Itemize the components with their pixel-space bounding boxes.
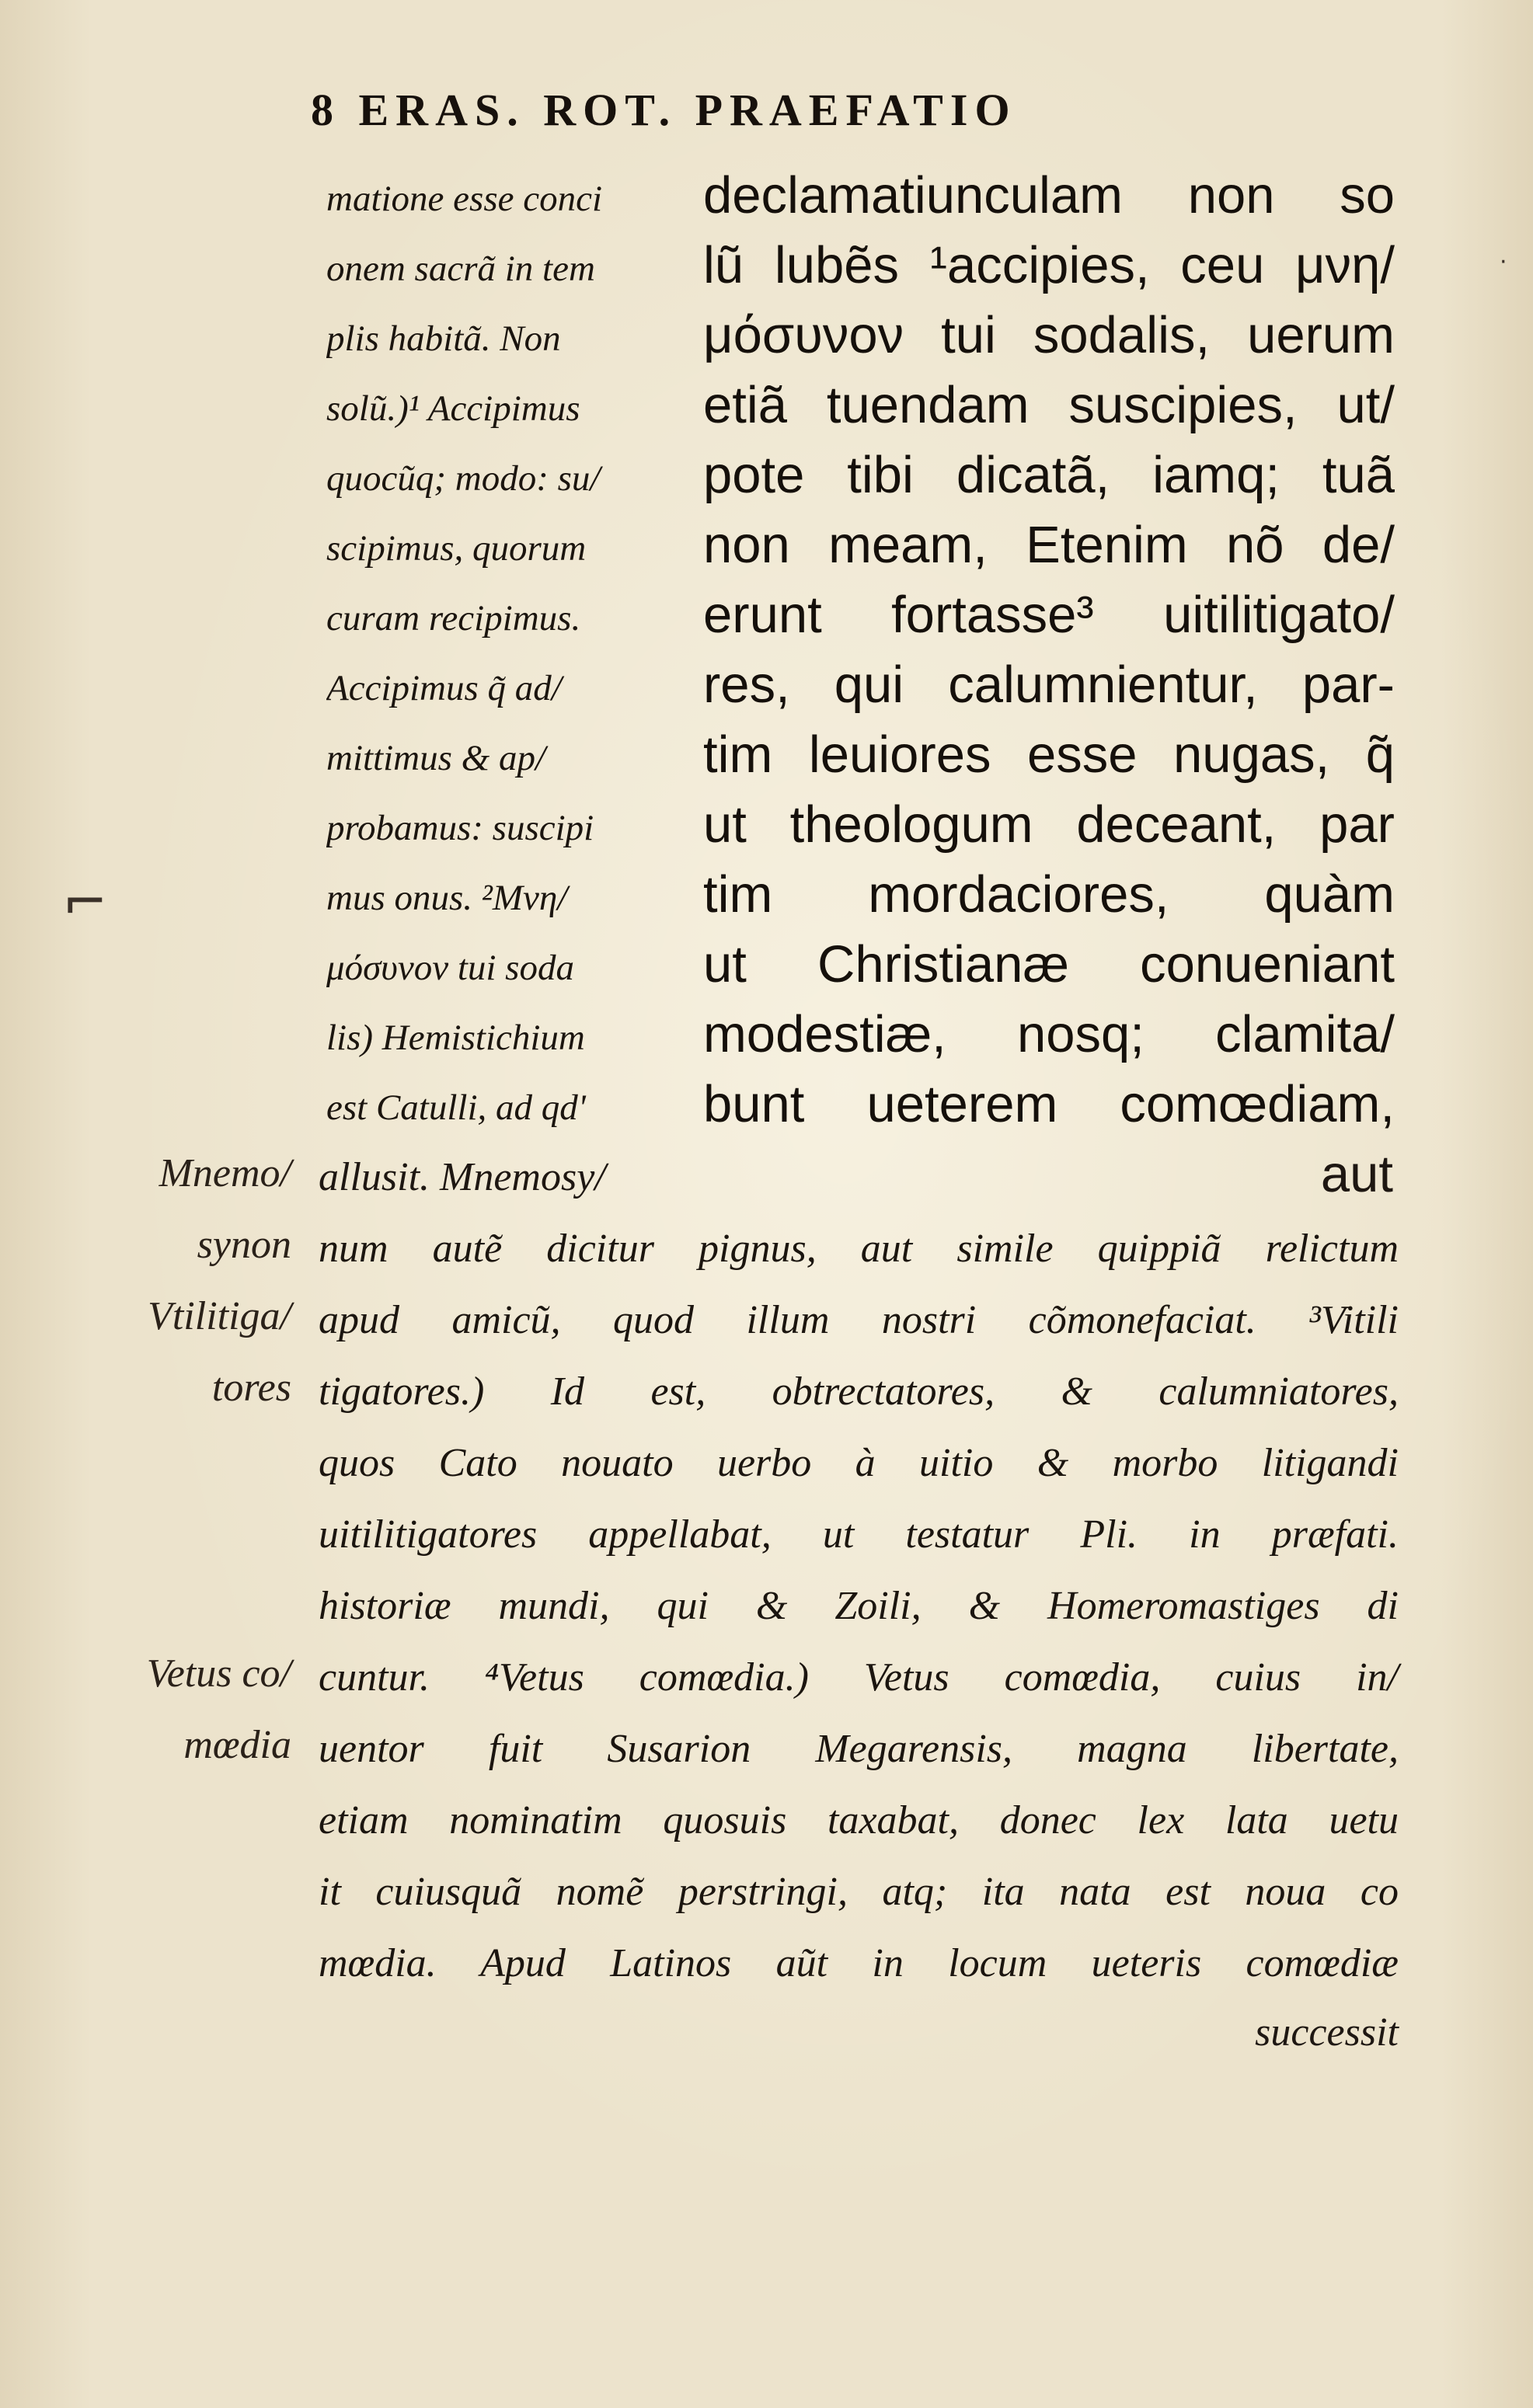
main-text: etiã tuendam suscipies, ut/: [703, 376, 1395, 434]
gloss-text: probamus: suscipi: [326, 808, 594, 848]
note-line: tigatores.) Id est, obtrectatores, & calumniatores,: [319, 1369, 1399, 1414]
main-text: ut theologum deceant, par: [703, 795, 1395, 854]
main-text: bunt ueterem comœdiam,: [703, 1075, 1395, 1133]
gloss-text: allusit. Mnemosy/: [319, 1155, 606, 1199]
gloss-text: Accipimus q̃ ad/: [326, 668, 562, 708]
note-line: mœdia. Apud Latinos aũt in locum ueteris comœdiæ: [319, 1941, 1399, 1985]
main-text: ut Christianæ conueniant: [703, 935, 1395, 993]
main-text: tim mordaciores, quàm: [703, 865, 1395, 924]
gloss-text: est Catulli, ad qd': [326, 1087, 586, 1128]
main-text: tim leuiores esse nugas, q̃: [703, 726, 1395, 784]
gloss-text: quocũq; modo: su/: [326, 458, 601, 499]
running-head: 8 ERAS. ROT. PRAEFATIO: [311, 85, 1017, 135]
note-line: uitilitigatores appellabat, ut testatur Pli. in præfati.: [319, 1512, 1399, 1557]
gloss-text: scipimus, quorum: [326, 528, 587, 569]
main-text: declamatiunculam non so: [703, 166, 1395, 224]
note-line: uentor fuit Susarion Megarensis, magna libertate,: [319, 1727, 1399, 1771]
main-text: aut: [1320, 1145, 1393, 1203]
main-text: modestiæ, nosq; clamita/: [703, 1005, 1395, 1063]
margin-note: tores: [211, 1366, 291, 1410]
gloss-text: mus onus. ²Μνη/: [326, 878, 568, 918]
main-text: erunt fortasse³ uitilitigato/: [703, 586, 1395, 644]
gloss-text: μόσυνον tui soda: [326, 948, 574, 988]
margin-note: synon: [197, 1223, 291, 1267]
gloss-text: solũ.)¹ Accipimus: [326, 388, 580, 429]
main-text: non meam, Etenim nõ de/: [703, 516, 1395, 574]
margin-note: Vetus co/: [146, 1651, 291, 1696]
margin-note: mœdia: [183, 1723, 291, 1767]
gloss-text: plis habitã. Non: [326, 318, 561, 359]
note-line: num autẽ dicitur pignus, aut simile quippiã relictum: [319, 1227, 1399, 1271]
gloss-text: lis) Hemistichium: [326, 1018, 585, 1058]
margin-note: Mnemo/: [159, 1151, 291, 1195]
gloss-text: onem sacrã in tem: [326, 249, 595, 289]
gloss-text: mittimus & ap/: [326, 738, 546, 778]
main-text: pote tibi dicatã, iamq; tuã: [703, 446, 1395, 504]
note-line: etiam nominatim quosuis taxabat, donec lex lata uetu: [319, 1798, 1399, 1843]
main-text: res, qui calumnientur, par-: [703, 656, 1395, 714]
main-text: μόσυνον tui sodalis, uerum: [703, 306, 1395, 364]
margin-note: Vtilitiga/: [148, 1294, 291, 1338]
note-line: apud amicũ, quod illum nostri cõmonefaciat. ³Vitili: [319, 1298, 1399, 1342]
gloss-text: matione esse conci: [326, 179, 603, 219]
note-line: quos Cato nouato uerbo à uitio & morbo litigandi: [319, 1441, 1399, 1485]
main-text: lũ lubẽs ¹accipies, ceu μνη/: [703, 236, 1395, 294]
catchword: successit: [1255, 2010, 1399, 2055]
note-line: cuntur. ⁴Vetus comœdia.) Vetus comœdia, cuius in/: [319, 1655, 1399, 1700]
margin-mark: ⌐: [62, 870, 108, 934]
note-line: it cuiusquã nomẽ perstringi, atq; ita nata est noua co: [319, 1870, 1399, 1914]
gloss-text: curam recipimus.: [326, 598, 581, 639]
note-line: historiæ mundi, qui & Zoili, & Homeromastiges di: [319, 1584, 1399, 1628]
margin-mark: ·: [1500, 249, 1507, 276]
